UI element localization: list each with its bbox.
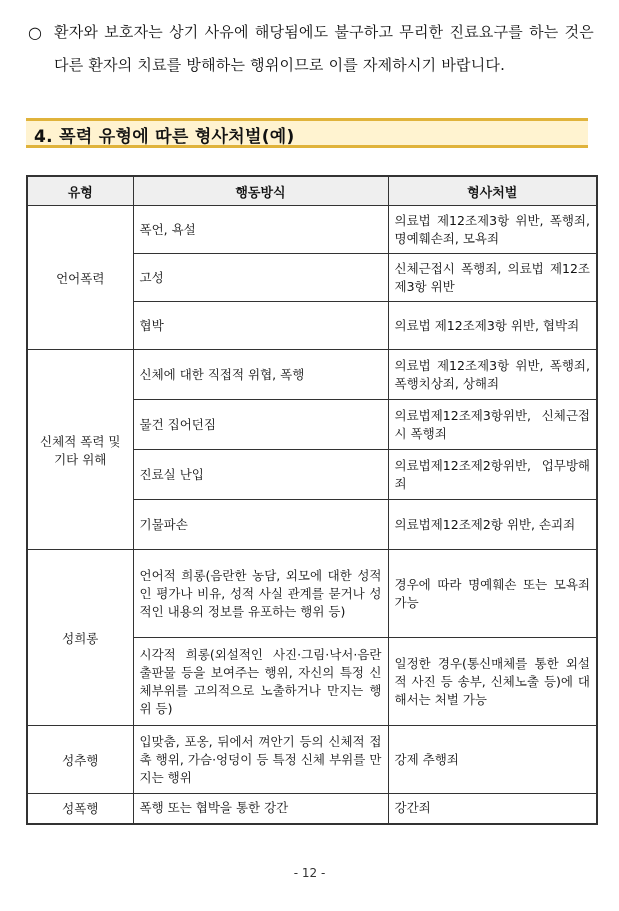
type-cell: 성폭행 — [27, 794, 133, 824]
section-heading-text: 4. 폭력 유형에 따른 형사처벌(예) — [34, 127, 295, 147]
action-cell: 기물파손 — [133, 500, 388, 550]
action-cell: 언어적 희롱(음란한 농담, 외모에 대한 성적인 평가나 비유, 성적 사실 관계를 묻거나 성적인 내용의 정보를 유포하는 행위 등) — [133, 550, 388, 638]
punishment-cell: 경우에 따라 명예훼손 또는 모욕죄 가능 — [388, 550, 597, 638]
table-row — [27, 794, 597, 824]
action-cell: 고성 — [133, 254, 388, 302]
circle-bullet-icon: ○ — [28, 23, 43, 42]
table-row — [27, 206, 597, 254]
action-cell: 협박 — [133, 302, 388, 350]
column-header-punishment: 형사처벌 — [388, 176, 597, 206]
action-cell: 폭언, 욕설 — [133, 206, 388, 254]
section-heading — [26, 118, 588, 148]
type-cell: 신체적 폭력 및 기타 위해 — [27, 350, 133, 550]
table-row — [27, 550, 597, 638]
action-cell: 폭행 또는 협박을 통한 강간 — [133, 794, 388, 824]
punishment-cell: 의료법제12조제2항위반, 업무방해죄 — [388, 450, 597, 500]
punishment-cell: 의료법 제12조제3항 위반, 협박죄 — [388, 302, 597, 350]
page-number: - 12 - — [293, 866, 326, 880]
table-header-row — [27, 176, 597, 206]
table-row — [27, 350, 597, 400]
action-cell: 입맞춤, 포옹, 뒤에서 껴안기 등의 신체적 접촉 행위, 가슴·엉덩이 등 특정 신체 부위를 만지는 행위 — [133, 726, 388, 794]
intro-text: 환자와 보호자는 상기 사유에 해당됨에도 불구하고 무리한 진료요구를 하는 것은 다른 환자의 치료를 방해하는 행위이므로 이를 자제하시기 바랍니다. — [54, 23, 594, 74]
punishment-cell: 의료법제12조제3항위반, 신체근접시 폭행죄 — [388, 400, 597, 450]
action-cell: 물건 집어던짐 — [133, 400, 388, 450]
punishment-cell: 강간죄 — [388, 794, 597, 824]
punishment-table — [26, 175, 598, 825]
punishment-cell: 의료법 제12조제3항 위반, 폭행죄, 폭행치상죄, 상해죄 — [388, 350, 597, 400]
column-header-action: 행동방식 — [133, 176, 388, 206]
table-row — [27, 726, 597, 794]
punishment-cell: 신체근접시 폭행죄, 의료법 제12조제3항 위반 — [388, 254, 597, 302]
punishment-cell: 일정한 경우(통신매체를 통한 외설적 사진 등 송부, 신체노출 등)에 대해서는 처벌 가능 — [388, 638, 597, 726]
intro-paragraph — [28, 16, 594, 82]
type-cell: 성추행 — [27, 726, 133, 794]
action-cell: 신체에 대한 직접적 위협, 폭행 — [133, 350, 388, 400]
type-cell: 성희롱 — [27, 550, 133, 726]
punishment-cell: 의료법 제12조제3항 위반, 폭행죄, 명예훼손죄, 모욕죄 — [388, 206, 597, 254]
column-header-type: 유형 — [27, 176, 133, 206]
action-cell: 시각적 희롱(외설적인 사진·그림·낙서·음란 출판물 등을 보여주는 행위, 자신의 특정 신체부위를 고의적으로 노출하거나 만지는 행위 등) — [133, 638, 388, 726]
action-cell: 진료실 난입 — [133, 450, 388, 500]
punishment-cell: 의료법제12조제2항 위반, 손괴죄 — [388, 500, 597, 550]
type-cell: 언어폭력 — [27, 206, 133, 350]
punishment-cell: 강제 추행죄 — [388, 726, 597, 794]
